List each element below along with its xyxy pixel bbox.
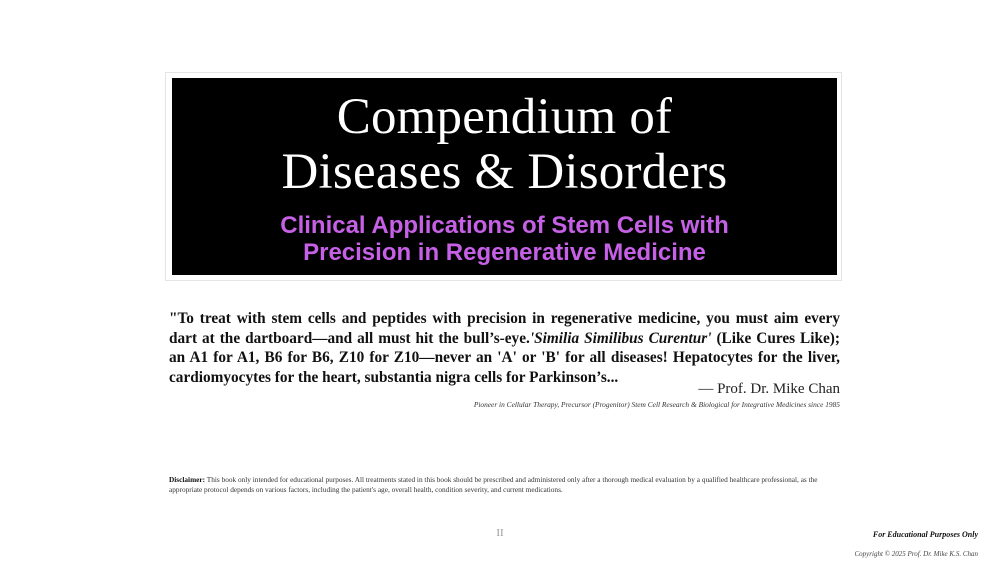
page-number: II — [496, 527, 504, 539]
book-subtitle — [172, 212, 837, 266]
author-credentials: Pioneer in Cellular Therapy, Precursor (Progenitor) Stem Cell Research & Biological for Integrative Medicines since 1985 — [473, 400, 840, 409]
book-subtitle-line-2: Precision in Regenerative Medicine — [303, 239, 706, 266]
quote-attribution: — Prof. Dr. Mike Chan — [698, 381, 840, 397]
book-title — [172, 90, 837, 200]
disclaimer — [169, 475, 840, 495]
book-title-line-1: Compendium of — [336, 89, 673, 145]
quote-part-2: (Like Cures Like); an A1 for A1, B6 for B6, Z10 for Z10—never an 'A' or 'B' for all diseases! Hepatocytes for the liver, cardiomyocytes for the heart, substantia nigra cells for Parkinson’s... — [169, 329, 840, 386]
book-title-line-2: Diseases & Disorders — [281, 144, 728, 200]
quote-latin-phrase: 'Similia Similibus Curentur' — [529, 329, 712, 347]
disclaimer-text: This book only intended for educational purposes. All treatments stated in this book should be prescribed and administered only after a thorough medical evaluation by a qualified healthcare professional, as the appropriate protocol depends on various factors, including the patient's age, overall health, condition severity, and current medications. — [169, 475, 818, 494]
footer-note: For Educational Purposes Only — [872, 530, 978, 539]
title-banner — [172, 78, 837, 275]
book-subtitle-line-1: Clinical Applications of Stem Cells with — [280, 212, 729, 239]
quote-part-1: "To treat with stem cells and peptides with precision in regenerative medicine, you must aim every dart at the dartboard—and all must hit the bull’s-eye. — [169, 310, 840, 347]
copyright-notice: Copyright © 2025 Prof. Dr. Mike K.S. Chan — [854, 550, 978, 558]
disclaimer-label: Disclaimer: — [169, 475, 206, 484]
epigraph-quote — [169, 309, 840, 387]
